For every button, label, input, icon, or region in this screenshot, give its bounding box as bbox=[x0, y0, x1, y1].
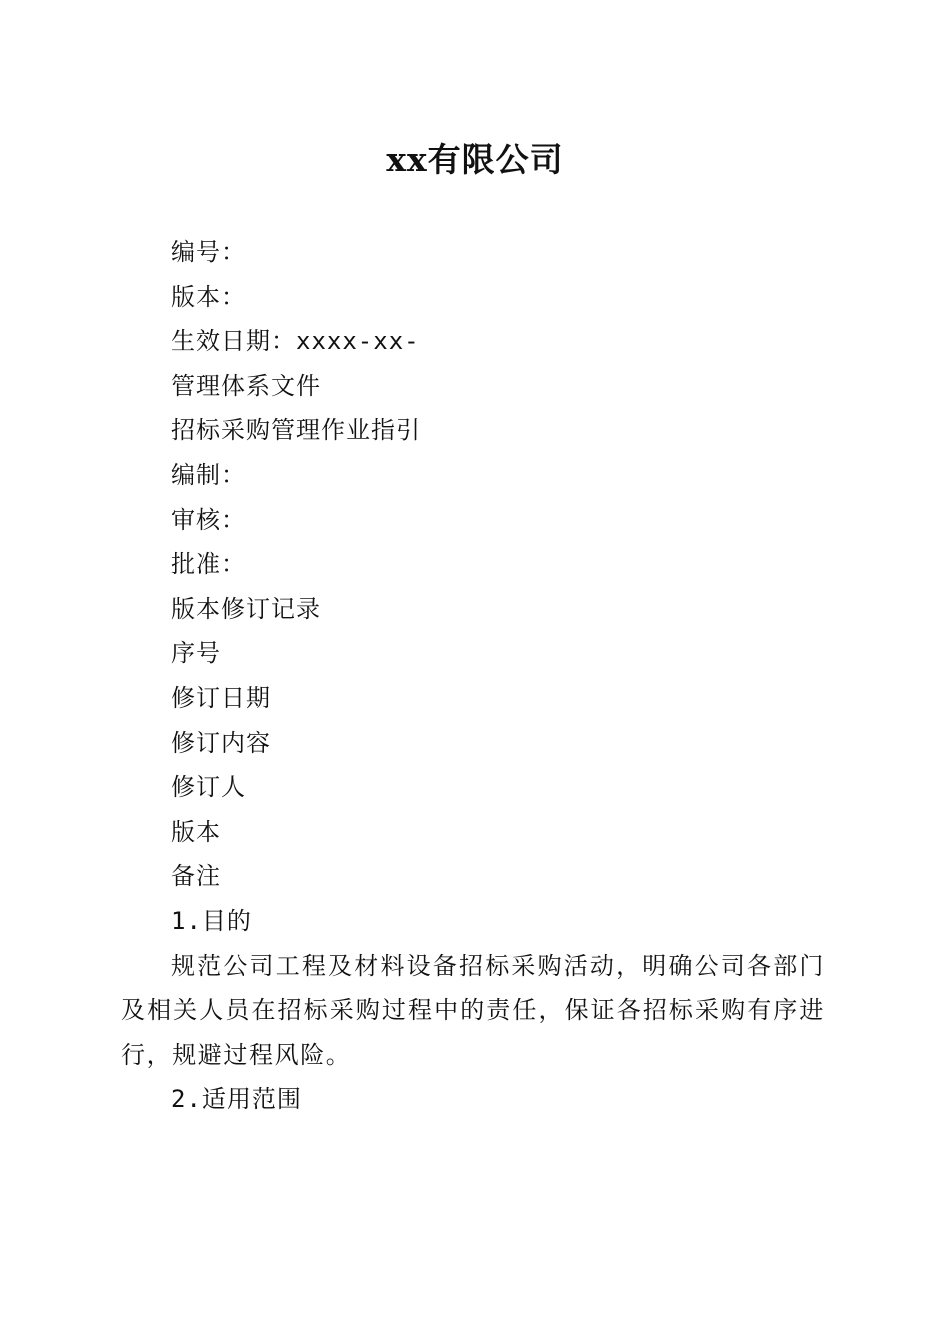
revision-column-content: 修订内容 bbox=[171, 728, 271, 757]
company-title: xx有限公司 bbox=[386, 140, 564, 179]
field-version: 版本： bbox=[171, 282, 246, 311]
doc-type: 管理体系文件 bbox=[171, 371, 321, 400]
document-body bbox=[0, 230, 950, 1122]
revision-column-remarks: 备注 bbox=[171, 862, 221, 891]
revision-column-reviser: 修订人 bbox=[171, 773, 246, 802]
field-effective-date: 生效日期：xxxx-xx- bbox=[171, 327, 420, 356]
revision-column-version: 版本 bbox=[171, 817, 221, 846]
revision-column-date: 修订日期 bbox=[171, 683, 271, 712]
doc-name: 招标采购管理作业指引 bbox=[171, 416, 421, 445]
revision-record-heading: 版本修订记录 bbox=[171, 594, 321, 623]
signoff-approved: 批准： bbox=[171, 550, 246, 579]
revision-column-seq: 序号 bbox=[171, 639, 221, 668]
signoff-prepared: 编制： bbox=[171, 460, 246, 489]
section-heading-scope: 2.适用范围 bbox=[171, 1085, 302, 1114]
field-number: 编号： bbox=[171, 238, 246, 266]
section-body-purpose: 规范公司工程及材料设备招标采购活动，明确公司各部门及相关人员在招标采购过程中的责任，保证各招标采购有序进行，规避过程风险。 bbox=[121, 951, 825, 1069]
signoff-reviewed: 审核： bbox=[171, 505, 246, 534]
section-heading-purpose: 1.目的 bbox=[171, 906, 252, 935]
